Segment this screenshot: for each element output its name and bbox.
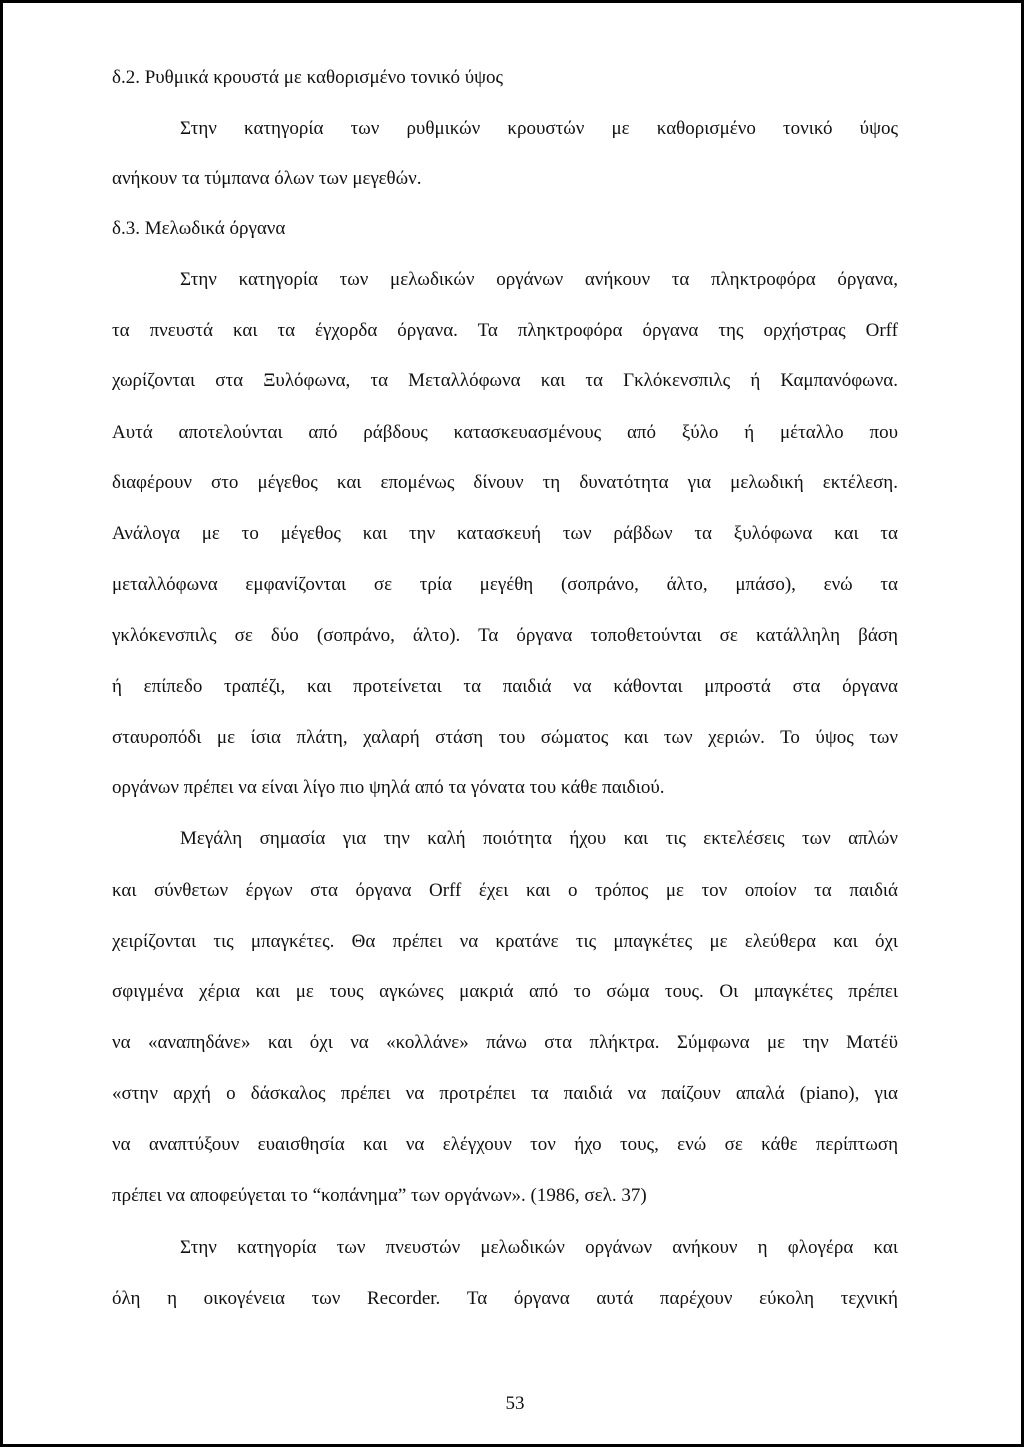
text-line: σφιγμένα χέρια και με τους αγκώνες μακριά από το σώμα τους. Οι μπαγκέτες πρέπει <box>112 981 898 1002</box>
text-line: όλη η οικογένεια των Recorder. Τα όργανα αυτά παρέχουν εύκολη τεχνική <box>112 1288 898 1309</box>
text-line: οργάνων πρέπει να είναι λίγο πιο ψηλά από τα γόνατα του κάθε παιδιού. <box>112 777 665 798</box>
text-line: και σύνθετων έργων στα όργανα Orff έχει και ο τρόπος με τον οποίον τα παιδιά <box>112 880 898 901</box>
text-line: τα πνευστά και τα έγχορδα όργανα. Τα πληκτροφόρα όργανα της ορχήστρας Orff <box>112 320 898 341</box>
text-line: Στην κατηγορία των μελωδικών οργάνων ανήκουν τα πληκτροφόρα όργανα, <box>180 269 898 290</box>
text-line: πρέπει να αποφεύγεται το “κοπάνημα” των οργάνων». (1986, σελ. 37) <box>112 1185 647 1206</box>
text-line: σταυροπόδι με ίσια πλάτη, χαλαρή στάση του σώματος και των χεριών. Το ύψος των <box>112 727 898 748</box>
text-line: γκλόκενσπιλς σε δύο (σοπράνο, άλτο). Τα όργανα τοποθετούνται σε κατάλληλη βάση <box>112 625 898 646</box>
text-line: Μεγάλη σημασία για την καλή ποιότητα ήχου και τις εκτελέσεις των απλών <box>180 828 898 849</box>
text-line: μεταλλόφωνα εμφανίζονται σε τρία μεγέθη (σοπράνο, άλτο, μπάσο), ενώ τα <box>112 574 898 595</box>
text-line: Αυτά αποτελούνται από ράβδους κατασκευασμένους από ξύλο ή μέταλλο που <box>112 422 898 443</box>
text-line: Στην κατηγορία των πνευστών μελωδικών οργάνων ανήκουν η φλογέρα και <box>180 1237 898 1258</box>
text-line: χωρίζονται στα Ξυλόφωνα, τα Μεταλλόφωνα και τα Γκλόκενσπιλς ή Καμπανόφωνα. <box>112 370 898 391</box>
text-line: ή επίπεδο τραπέζι, και προτείνεται τα παιδιά να κάθονται μπροστά στα όργανα <box>112 676 898 697</box>
text-line: ανήκουν τα τύμπανα όλων των μεγεθών. <box>112 168 422 189</box>
text-line: να «αναπηδάνε» και όχι να «κολλάνε» πάνω στα πλήκτρα. Σύμφωνα με την Ματέϋ <box>112 1032 898 1053</box>
text-line: «στην αρχή ο δάσκαλος πρέπει να προτρέπει τα παιδιά να παίζουν απαλά (piano), για <box>112 1083 898 1104</box>
text-line: Στην κατηγορία των ρυθμικών κρουστών με καθορισμένο τονικό ύψος <box>180 118 898 139</box>
page-number: 53 <box>505 1393 525 1414</box>
text-line: χειρίζονται τις μπαγκέτες. Θα πρέπει να κρατάνε τις μπαγκέτες με ελεύθερα και όχι <box>112 931 898 952</box>
section-heading-d3: δ.3. Μελωδικά όργανα <box>112 218 286 239</box>
text-line: διαφέρουν στο μέγεθος και επομένως δίνουν τη δυνατότητα για μελωδική εκτέλεση. <box>112 472 898 493</box>
text-line: να αναπτύξουν ευαισθησία και να ελέγχουν τον ήχο τους, ενώ σε κάθε περίπτωση <box>112 1134 898 1155</box>
text-line: Ανάλογα με το μέγεθος και την κατασκευή των ράβδων τα ξυλόφωνα και τα <box>112 523 898 544</box>
section-heading-d2: δ.2. Ρυθμικά κρουστά με καθορισμένο τονικό ύψος <box>112 67 504 88</box>
